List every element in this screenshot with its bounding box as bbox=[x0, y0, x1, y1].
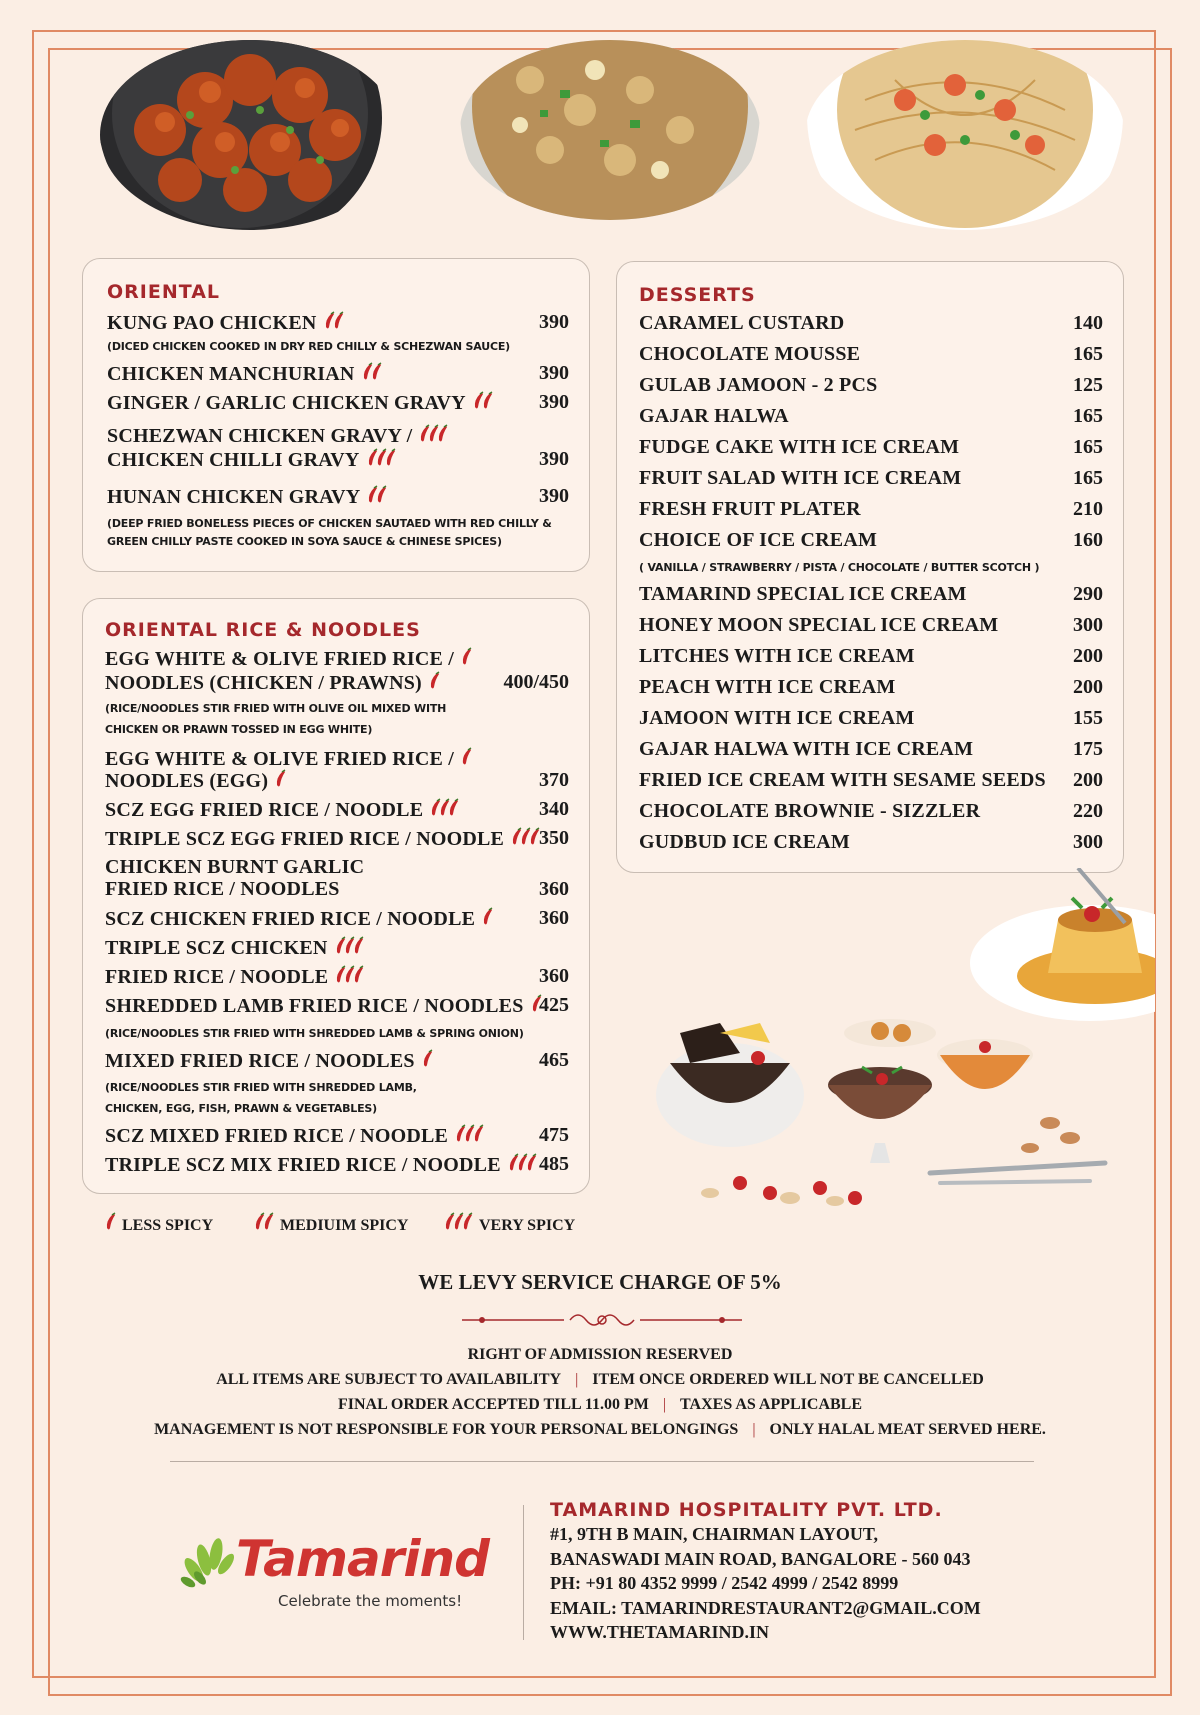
chili-icon bbox=[443, 1212, 475, 1232]
spicy-legend-very: VERY SPICY bbox=[443, 1212, 575, 1235]
item-price: 390 bbox=[539, 391, 569, 413]
company-address-line1: #1, 9TH B MAIN, CHAIRMAN LAYOUT, bbox=[550, 1524, 879, 1544]
service-charge-note: WE LEVY SERVICE CHARGE OF 5% bbox=[418, 1270, 782, 1294]
chili-icon bbox=[253, 1212, 276, 1232]
spaghetti-photo bbox=[805, 40, 1125, 230]
chili-icon bbox=[334, 936, 366, 956]
dessert-price: 200 bbox=[1073, 676, 1103, 698]
item-price: 485 bbox=[539, 1153, 569, 1175]
chili-icon bbox=[428, 671, 442, 691]
item-price: 360 bbox=[539, 878, 569, 900]
oriental-title: ORIENTAL bbox=[107, 281, 221, 303]
menu-item: TRIPLE SCZ CHICKEN bbox=[105, 936, 366, 960]
rice-noodles-title: ORIENTAL RICE & NOODLES bbox=[105, 619, 421, 641]
company-name: TAMARIND HOSPITALITY PVT. LTD. bbox=[550, 1499, 943, 1521]
company-phone: PH: +91 80 4352 9999 / 2542 4999 / 2542 8999 bbox=[550, 1573, 899, 1593]
dessert-item: CHOCOLATE MOUSSE bbox=[639, 343, 861, 365]
dessert-item: CHOCOLATE BROWNIE - SIZZLER bbox=[639, 800, 981, 822]
dessert-price: 160 bbox=[1073, 529, 1103, 551]
chili-icon bbox=[454, 1124, 486, 1144]
dessert-item: TAMARIND SPECIAL ICE CREAM bbox=[639, 583, 967, 605]
item-price: 475 bbox=[539, 1124, 569, 1146]
dessert-item: FUDGE CAKE WITH ICE CREAM bbox=[639, 436, 960, 458]
dessert-bowls-photo bbox=[650, 1003, 1110, 1208]
chili-icon bbox=[366, 448, 398, 468]
dessert-price: 175 bbox=[1073, 738, 1103, 760]
dessert-item: FRUIT SALAD WITH ICE CREAM bbox=[639, 467, 962, 489]
dessert-price: 300 bbox=[1073, 614, 1103, 636]
menu-item: MIXED FRIED RICE / NOODLES bbox=[105, 1049, 435, 1073]
item-price: 425 bbox=[539, 994, 569, 1016]
item-price: 390 bbox=[539, 362, 569, 384]
desserts-title: DESSERTS bbox=[639, 284, 756, 306]
dessert-item: FRESH FRUIT PLATER bbox=[639, 498, 861, 520]
menu-item: SCHEZWAN CHICKEN GRAVY / bbox=[107, 424, 450, 448]
menu-item: HUNAN CHICKEN GRAVY bbox=[107, 485, 389, 509]
chili-icon bbox=[274, 769, 288, 789]
chili-icon bbox=[334, 965, 366, 985]
chili-icon bbox=[323, 311, 346, 331]
menu-item: TRIPLE SCZ MIX FRIED RICE / NOODLE bbox=[105, 1153, 539, 1177]
chili-icon bbox=[510, 827, 542, 847]
menu-item-line2: NOODLES (EGG) bbox=[105, 769, 288, 793]
item-price: 360 bbox=[539, 907, 569, 929]
dessert-price: 165 bbox=[1073, 436, 1103, 458]
desserts-section bbox=[616, 261, 1124, 873]
item-description: (RICE/NOODLES STIR FRIED WITH OLIVE OIL MIXED WITH bbox=[105, 702, 447, 715]
chilli-chicken-photo bbox=[100, 40, 400, 230]
dessert-item: FRIED ICE CREAM WITH SESAME SEEDS bbox=[639, 769, 1046, 791]
item-price: 340 bbox=[539, 798, 569, 820]
dessert-price: 300 bbox=[1073, 831, 1103, 853]
item-price: 370 bbox=[539, 769, 569, 791]
dessert-item: GAJAR HALWA WITH ICE CREAM bbox=[639, 738, 974, 760]
chili-icon bbox=[481, 907, 495, 927]
dessert-price: 200 bbox=[1073, 645, 1103, 667]
dessert-item: LITCHES WITH ICE CREAM bbox=[639, 645, 915, 667]
chili-icon bbox=[460, 647, 474, 667]
company-email[interactable]: EMAIL: TAMARINDRESTAURANT2@GMAIL.COM bbox=[550, 1598, 981, 1618]
menu-item: EGG WHITE & OLIVE FRIED RICE / bbox=[105, 747, 474, 771]
item-description: (RICE/NOODLES STIR FRIED WITH SHREDDED LAMB, bbox=[105, 1081, 417, 1094]
menu-item: CHICKEN MANCHURIAN bbox=[107, 362, 384, 386]
dessert-price: 220 bbox=[1073, 800, 1103, 822]
menu-item: SCZ CHICKEN FRIED RICE / NOODLE bbox=[105, 907, 495, 931]
company-address-line2: BANASWADI MAIN ROAD, BANGALORE - 560 043 bbox=[550, 1549, 971, 1569]
item-description: (DEEP FRIED BONELESS PIECES OF CHICKEN SAUTAED WITH RED CHILLY & bbox=[107, 517, 552, 530]
company-website[interactable]: WWW.THETAMARIND.IN bbox=[550, 1622, 770, 1642]
item-description: (DICED CHICKEN COOKED IN DRY RED CHILLY & SCHEZWAN SAUCE) bbox=[107, 340, 510, 353]
menu-item: SCZ MIXED FRIED RICE / NOODLE bbox=[105, 1124, 486, 1148]
chili-icon bbox=[507, 1153, 539, 1173]
item-description: GREEN CHILLY PASTE COOKED IN SOYA SAUCE & CHINESE SPICES) bbox=[107, 535, 502, 548]
item-price: 465 bbox=[539, 1049, 569, 1071]
chili-icon bbox=[104, 1212, 118, 1232]
chili-icon bbox=[421, 1049, 435, 1069]
footer-divider bbox=[170, 1461, 1034, 1462]
dessert-price: 290 bbox=[1073, 583, 1103, 605]
item-price: 400/450 bbox=[503, 671, 569, 693]
spicy-legend-medium: MEDIUIM SPICY bbox=[253, 1212, 408, 1235]
chili-icon bbox=[460, 747, 474, 767]
dessert-item: PEACH WITH ICE CREAM bbox=[639, 676, 896, 698]
dessert-item: GUDBUD ICE CREAM bbox=[639, 831, 850, 853]
item-price: 390 bbox=[539, 311, 569, 333]
menu-item-line2: CHICKEN CHILLI GRAVY bbox=[107, 448, 398, 472]
dessert-price: 165 bbox=[1073, 343, 1103, 365]
item-price: 390 bbox=[539, 485, 569, 507]
menu-item: GINGER / GARLIC CHICKEN GRAVY bbox=[107, 391, 495, 415]
menu-item: CHICKEN BURNT GARLIC bbox=[105, 856, 365, 878]
notice-belongings: MANAGEMENT IS NOT RESPONSIBLE FOR YOUR PERSONAL BELONGINGS | ONLY HALAL MEAT SERVED HERE. bbox=[154, 1421, 1046, 1438]
chili-icon bbox=[418, 424, 450, 444]
dessert-item: GULAB JAMOON - 2 PCS bbox=[639, 374, 878, 396]
item-description: CHICKEN OR PRAWN TOSSED IN EGG WHITE) bbox=[105, 723, 373, 736]
ornament-divider bbox=[462, 1308, 742, 1332]
item-description: CHICKEN, EGG, FISH, PRAWN & VEGETABLES) bbox=[105, 1102, 377, 1115]
brand-logo: Tamarind bbox=[236, 1530, 489, 1588]
oriental-section bbox=[82, 258, 590, 572]
menu-item: EGG WHITE & OLIVE FRIED RICE / bbox=[105, 647, 474, 671]
menu-item: SHREDDED LAMB FRIED RICE / NOODLES bbox=[105, 994, 544, 1018]
rice-noodles-section bbox=[82, 598, 590, 1194]
menu-item: KUNG PAO CHICKEN bbox=[107, 311, 346, 335]
dessert-price: 165 bbox=[1073, 467, 1103, 489]
dessert-price: 140 bbox=[1073, 312, 1103, 334]
fried-rice-photo bbox=[460, 40, 760, 220]
dessert-item: CHOICE OF ICE CREAM bbox=[639, 529, 878, 551]
dessert-item: JAMOON WITH ICE CREAM bbox=[639, 707, 915, 729]
dessert-price: 210 bbox=[1073, 498, 1103, 520]
dessert-item: HONEY MOON SPECIAL ICE CREAM bbox=[639, 614, 999, 636]
chili-icon bbox=[472, 391, 495, 411]
dessert-description: ( VANILLA / STRAWBERRY / PISTA / CHOCOLATE / BUTTER SCOTCH ) bbox=[639, 561, 1040, 574]
chili-icon bbox=[429, 798, 461, 818]
item-price: 360 bbox=[539, 965, 569, 987]
dessert-price: 200 bbox=[1073, 769, 1103, 791]
menu-item: SCZ EGG FRIED RICE / NOODLE bbox=[105, 798, 461, 822]
notice-final-order: FINAL ORDER ACCEPTED TILL 11.00 PM | TAXES AS APPLICABLE bbox=[337, 1396, 863, 1413]
menu-item: TRIPLE SCZ EGG FRIED RICE / NOODLE bbox=[105, 827, 542, 851]
menu-item-line2: NOODLES (CHICKEN / PRAWNS) bbox=[105, 671, 442, 695]
item-description: (RICE/NOODLES STIR FRIED WITH SHREDDED LAMB & SPRING ONION) bbox=[105, 1027, 524, 1040]
menu-item-line2: FRIED RICE / NOODLE bbox=[105, 965, 366, 989]
menu-item-line2: FRIED RICE / NOODLES bbox=[105, 878, 340, 900]
dessert-price: 165 bbox=[1073, 405, 1103, 427]
tamarind-leaf-logo-icon bbox=[176, 1530, 240, 1594]
item-price: 390 bbox=[539, 448, 569, 470]
brand-tagline: Celebrate the moments! bbox=[278, 1592, 463, 1610]
dessert-item: GAJAR HALWA bbox=[639, 405, 789, 427]
item-price: 350 bbox=[539, 827, 569, 849]
dessert-price: 125 bbox=[1073, 374, 1103, 396]
dessert-price: 155 bbox=[1073, 707, 1103, 729]
dessert-item: CARAMEL CUSTARD bbox=[639, 312, 845, 334]
footer-vertical-divider bbox=[523, 1505, 524, 1640]
notice-availability: ALL ITEMS ARE SUBJECT TO AVAILABILITY | ITEM ONCE ORDERED WILL NOT BE CANCELLED bbox=[216, 1371, 984, 1388]
notice-admission: RIGHT OF ADMISSION RESERVED bbox=[467, 1346, 733, 1363]
chili-icon bbox=[361, 362, 384, 382]
chili-icon bbox=[366, 485, 389, 505]
spicy-legend-less: LESS SPICY bbox=[104, 1212, 213, 1235]
